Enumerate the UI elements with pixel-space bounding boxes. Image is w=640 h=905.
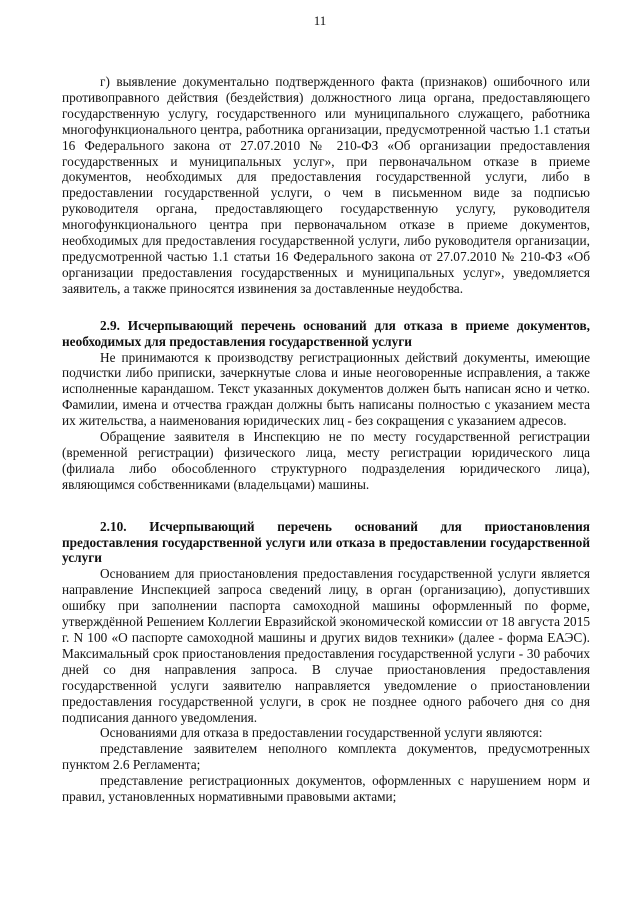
spacer	[62, 297, 590, 318]
page-content	[62, 74, 590, 805]
paragraph-2-10-a: Основанием для приостановления предоставления государственной услуги является направление Инспекцией запроса сведений лицу, в орган (организацию), допустивших ошибку при заполнении паспорта самоходной машины оформленный по форме, утверждённой Решением Коллегии Евразийской экономической комиссии от 18 августа 2015 г. N 100 «О паспорте самоходной машины и других видов техники» (далее - форма ЕАЭС). Максимальный срок приостановления предоставления государственной услуги - 30 рабочих дней со дня направления запроса. В случае приостановления предоставления государственной услуги заявителю направляется уведомление о приостановлении предоставления государственной услуги, в срок не позднее одного рабочего дня со дня подписания данного уведомления.	[62, 566, 590, 725]
paragraph-2-10-b: Основаниями для отказа в предоставлении государственной услуги являются:	[100, 725, 543, 741]
paragraph-2-9-b: Обращение заявителя в Инспекцию не по месту государственной регистрации (временной регистрации) физического лица, месту регистрации юридического лица (филиала либо обособленного структурного подразделения юридического лица), являющимся собственниками (владельцами) машины.	[62, 429, 590, 492]
spacer	[62, 493, 590, 519]
paragraph-2-9-a: Не принимаются к производству регистрационных действий документы, имеющие подчистки либо приписки, зачеркнутые слова и иные неоговоренные исправления, а также исполненные карандашом. Текст указанных документов должен быть написан ясно и четко. Фамилии, имена и отчества граждан должны быть написаны полностью с указанием места их жительства, а наименования юридических лиц - без сокращения с указанием адресов.	[62, 349, 590, 429]
section-heading-2-10: 2.10. Исчерпывающий перечень оснований для приостановления предоставления государственной услуги или отказа в предоставлении государственной услуги	[62, 518, 590, 566]
paragraph-2-10-d: представление регистрационных документов, оформленных с нарушением норм и правил, установленных нормативными правовыми актами;	[62, 773, 590, 805]
section-heading-2-9: 2.9. Исчерпывающий перечень оснований для отказа в приеме документов, необходимых для предоставления государственной услуги	[62, 317, 590, 349]
page-number: 11	[313, 13, 327, 28]
paragraph-g: г) выявление документально подтвержденного факта (признаков) ошибочного или противоправного действия (бездействия) должностного лица органа, предоставляющего государственную услугу, государственного или муниципального служащего, работника многофункционального центра, работника организации, предусмотренной частью 1.1 статьи 16 Федерального закона от 27.07.2010 № 210-ФЗ «Об организации предоставления государственных и муниципальных услуг», при первоначальном отказе в приеме документов, необходимых для предоставления государственной услуги, либо в предоставлении государственной услуги, о чем в письменном виде за подписью руководителя органа, предоставляющего государственную услугу, руководителя многофункционального центра при первоначальном отказе в приеме документов, необходимых для предоставления государственной услуги, либо руководителя организации, предусмотренной частью 1.1 статьи 16 Федерального закона от 27.07.2010 № 210-ФЗ «Об организации предоставления государственных и муниципальных услуг», уведомляется заявитель, а также приносятся извинения за доставленные неудобства.	[62, 74, 590, 296]
paragraph-2-10-c: представление заявителем неполного комплекта документов, предусмотренных пунктом 2.6 Регламента;	[62, 741, 590, 773]
